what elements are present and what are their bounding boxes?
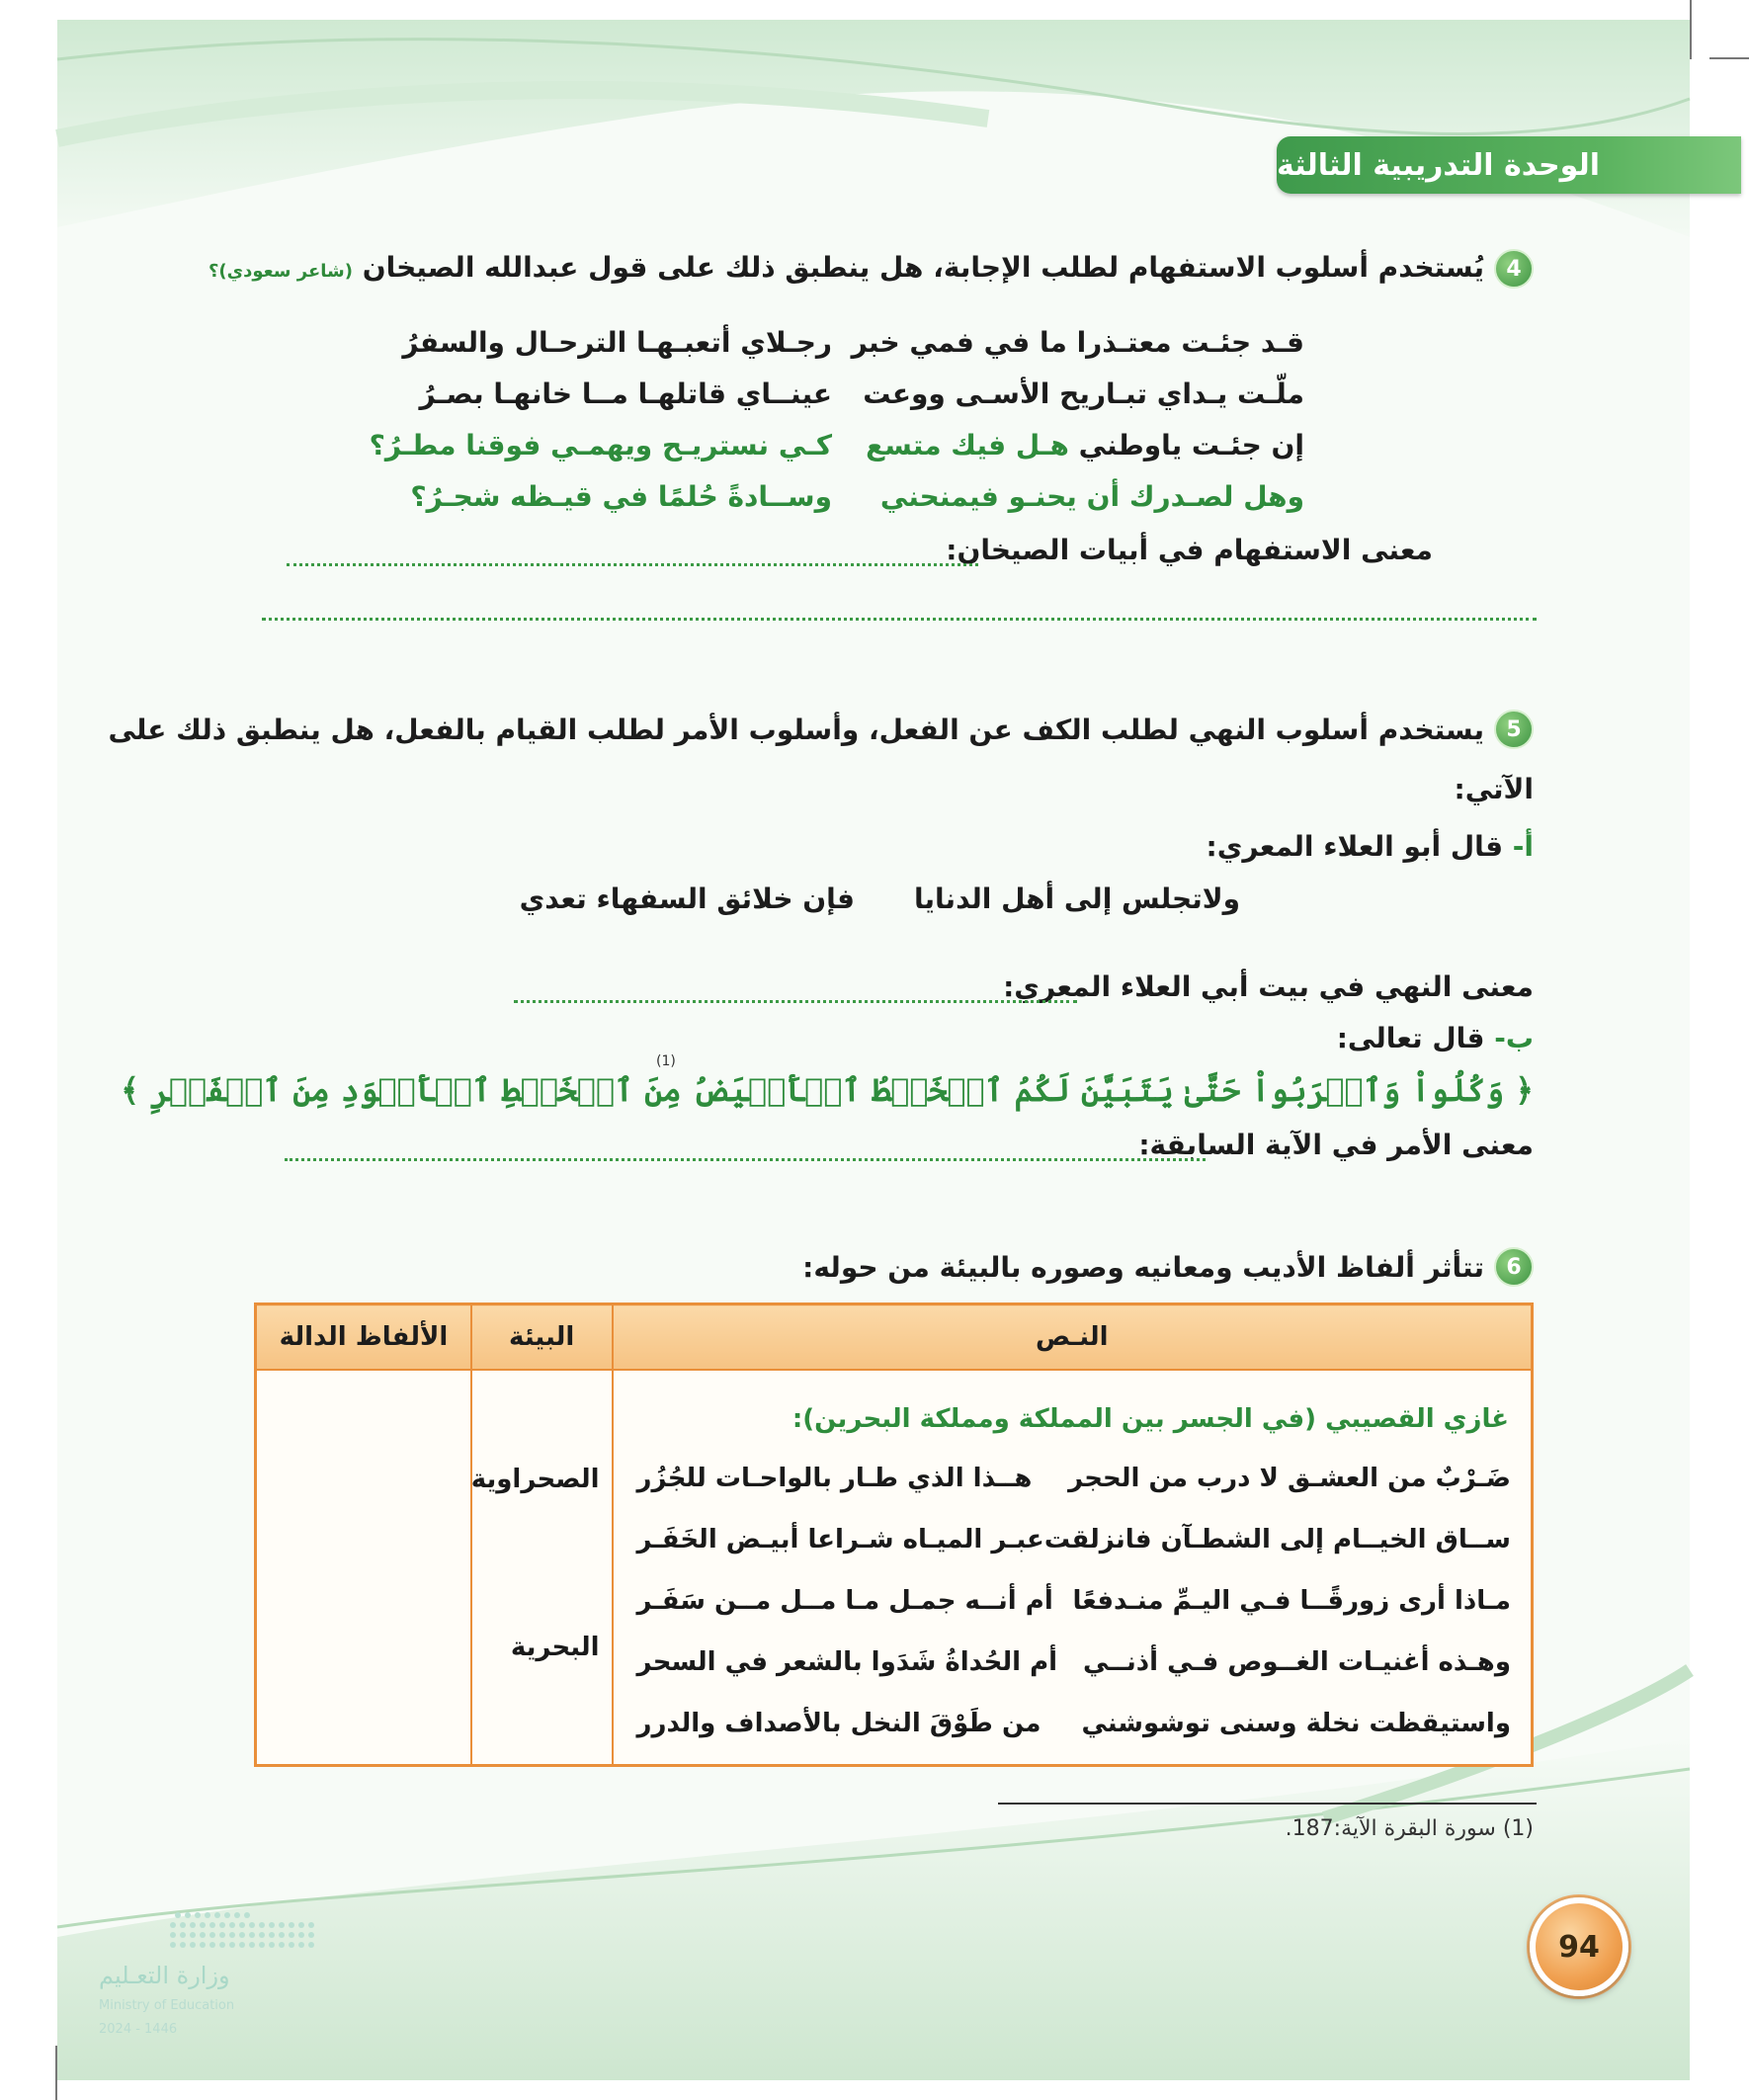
key-words-cell[interactable] bbox=[256, 1370, 471, 1766]
q4-verse-3-right bbox=[866, 429, 1304, 462]
q5-part-b-letter: ب- bbox=[1484, 1022, 1534, 1054]
poem-line-5-right: واستيقظت نخلة وسنى توشوشني bbox=[1081, 1708, 1511, 1738]
q5-a-verse-left: فإن خلائق السفهاء تعدي bbox=[519, 882, 855, 915]
header-text: النـص bbox=[613, 1304, 1533, 1370]
env-sea: البحرية bbox=[510, 1632, 600, 1662]
ministry-name-ar: وزارة التعـليم bbox=[99, 1962, 230, 1989]
q5-part-a bbox=[1207, 830, 1534, 863]
poem-line-2 bbox=[614, 1509, 1531, 1570]
poem-cell bbox=[613, 1370, 1533, 1766]
poem-line-1-left: هــذا الذي طـار بالواحـات للجُزُر bbox=[636, 1463, 1033, 1493]
page-number-badge bbox=[1530, 1897, 1628, 1996]
q4-verse-4-right: وهل لصـدرك أن يحنـو فيمنحني bbox=[879, 480, 1304, 513]
q5-part-a-text: قال أبو العلاء المعري: bbox=[1206, 830, 1504, 863]
question-6-text: تتأثر ألفاظ الأديب ومعانيه وصوره بالبيئة من حوله: bbox=[802, 1251, 1484, 1284]
poem-line-3 bbox=[614, 1570, 1531, 1632]
table-header-row bbox=[256, 1304, 1533, 1370]
question-4-prompt: يُستخدم أسلوب الاستفهام لطلب الإجابة، هل ينطبق ذلك على قول عبدالله الصيخان bbox=[362, 251, 1484, 284]
q4-verse-4-left: وســادةً حُلمًا في قيـظه شجـرُ؟ bbox=[410, 480, 832, 513]
ministry-name-en: Ministry of Education bbox=[99, 1998, 235, 2013]
q4-verse-1-left: رجـلاي أتعبـهـا الترحـال والسفرُ bbox=[402, 326, 832, 359]
q5-part-b-text: قال تعالى: bbox=[1336, 1022, 1485, 1054]
question-5-text-line2: الآتي: bbox=[1454, 773, 1534, 805]
crop-mark bbox=[1690, 0, 1692, 59]
q4-answer-line-1[interactable] bbox=[287, 563, 978, 566]
q4-verse-2-right: ملّـت يـداي تبـاريح الأسـى ووعت bbox=[863, 378, 1304, 410]
question-6-number: 6 bbox=[1506, 1254, 1522, 1280]
q5-part-b bbox=[1337, 1022, 1534, 1054]
page-number: 94 bbox=[1558, 1929, 1600, 1965]
question-4-number: 4 bbox=[1506, 256, 1522, 282]
q5-b-answer-line[interactable] bbox=[285, 1158, 1206, 1161]
q4-answer-line-2[interactable] bbox=[262, 618, 1537, 621]
q4-answer-label: معنى الاستفهام في أبيات الصيخان: bbox=[946, 534, 1433, 566]
q4-verse-2-left: عينــاي قاتلهـا مــا خانهـا بصـرُ bbox=[419, 378, 832, 410]
poem-line-1 bbox=[614, 1448, 1531, 1509]
q5-a-answer-label: معنى النهي في بيت أبي العلاء المعري: bbox=[1003, 970, 1534, 1003]
q5-a-answer-line[interactable] bbox=[514, 1000, 1077, 1003]
ministry-year: 2024 - 1446 bbox=[99, 2022, 178, 2037]
poem-line-2-right: ســاق الخيــام إلى الشطـآن فانزلقت bbox=[1043, 1524, 1511, 1554]
question-5-text-line1: يستخدم أسلوب النهي لطلب الكف عن الفعل، وأسلوب الأمر لطلب القيام بالفعل، هل ينطبق ذلك على bbox=[108, 714, 1484, 746]
poem-line-3-left: أم أنــه جمـل مـا مــل مــن سَفَـر bbox=[636, 1585, 1053, 1616]
header-environment: البيئة bbox=[471, 1304, 613, 1370]
quran-verse: ﴿ وَكُلُواْ وَٱشۡرَبُواْ حَتَّىٰ يَتَبَيَّنَ لَكُمُ ٱلۡخَيۡطُ ٱلۡأَبۡيَضُ مِنَ ٱلۡخَيۡطِ ٱلۡأَسۡوَدِ مِنَ ٱلۡفَجۡرِ ﴾ bbox=[121, 1071, 1534, 1109]
unit-title: الوحدة التدريبية الثالثة bbox=[1277, 147, 1601, 183]
poem-line-2-left: عبـر الميـاه شـراعا أبيـض الخَفَـر bbox=[636, 1524, 1044, 1554]
question-4-badge bbox=[1494, 249, 1534, 289]
environment-table bbox=[254, 1302, 1534, 1767]
environment-cell bbox=[471, 1370, 613, 1766]
header-key-words: الألفاظ الدالة bbox=[256, 1304, 471, 1370]
poem-line-5-left: من طَوْقَ النخل بالأصداف والدرر bbox=[636, 1708, 1041, 1738]
q4-verse-1-right: قـد جئـت معتـذرا ما في فمي خبر bbox=[851, 326, 1304, 359]
poem-line-3-right: مـاذا أرى زورقًــا فـي اليـمِّ منـدفعًا bbox=[1072, 1585, 1511, 1616]
q4-verse-3-left: كـي نستريـح ويهمـي فوقنا مطـرُ؟ bbox=[369, 429, 832, 462]
question-5-number: 5 bbox=[1506, 716, 1522, 742]
question-4-text bbox=[208, 251, 1484, 284]
poet-heading: غازي القصيبي (في الجسر بين المملكة ومملكة البحرين): bbox=[791, 1403, 1509, 1434]
unit-title-banner bbox=[1277, 136, 1741, 194]
q5-b-answer-label: معنى الأمر في الآية السابقة: bbox=[1138, 1129, 1534, 1161]
poem-line-4 bbox=[614, 1632, 1531, 1693]
question-5-badge bbox=[1494, 710, 1534, 749]
crop-mark bbox=[1709, 57, 1749, 59]
poem-line-5 bbox=[614, 1693, 1531, 1754]
poem-line-1-right: ضَـرْبٌ من العشـق لا درب من الحجر bbox=[1068, 1463, 1511, 1493]
footnote-text: (1) سورة البقرة الآية:187. bbox=[1285, 1816, 1534, 1841]
question-6-badge bbox=[1494, 1247, 1534, 1287]
q4-verse-3-right-pre: إن جئـت ياوطني bbox=[1068, 429, 1304, 462]
question-4-note: (شاعر سعودي)؟ bbox=[208, 261, 353, 282]
footnote-marker: (1) bbox=[656, 1053, 676, 1069]
poem-line-4-left: أم الحُداةُ شَدَوا بالشعر في السحر bbox=[636, 1646, 1058, 1677]
env-desert: الصحراوية bbox=[470, 1464, 600, 1494]
q4-verse-3-right-green: هـل فيك متسع bbox=[866, 429, 1069, 462]
footnote-rule bbox=[998, 1803, 1537, 1805]
table-body-row bbox=[256, 1370, 1533, 1766]
poem-line-4-right: وهـذه أغنيـات الغــوص فـي أذنــي bbox=[1082, 1646, 1511, 1677]
crop-mark bbox=[55, 2046, 57, 2100]
q5-part-a-letter: أ- bbox=[1503, 830, 1534, 863]
q5-a-verse-right: ولاتجلس إلى أهل الدنايا bbox=[914, 882, 1240, 915]
